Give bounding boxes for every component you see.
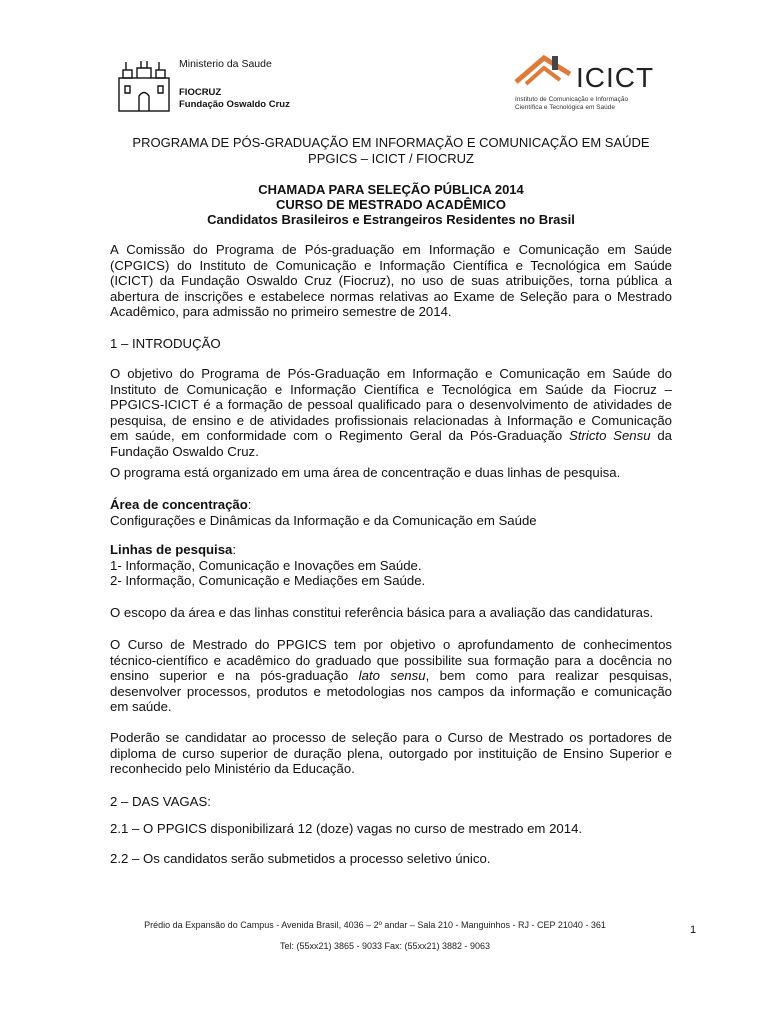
fiocruz-fullname: Fundação Oswaldo Cruz [179,99,290,110]
fiocruz-logo [117,54,317,120]
castle-icon [117,56,171,114]
concentration-area-colon: : [247,497,252,512]
concentration-area [110,497,672,528]
ministry-label: Ministerio da Saude [179,58,272,70]
call-title-line1: CHAMADA PARA SELEÇÃO PÚBLICA 2014 [258,182,524,197]
program-organization-text: O programa está organizado em uma área de concentração e duas linhas de pesquisa. [110,465,621,480]
fiocruz-acronym: FIOCRUZ [179,87,222,98]
concentration-area-value: Configurações e Dinâmicas da Informação e da Comunicação em Saúde [110,512,537,528]
page-number: 1 [690,924,697,936]
vacancies-item-2-2: 2.2 – Os candidatos serão submetidos a processo seletivo único. [110,851,491,866]
research-lines-label: Linhas de pesquisa [110,542,233,557]
objective-text: O objetivo do Programa de Pós-Graduação em Informação e Comunicação em Saúde do Instituto de Comunicação e Informação Científica e Tecnológica em Saúde da Fiocruz – PPGICS-ICICT é a formação de pessoal qualificado para o desenvolvimento de atividades de pesquisa, de ensino e de atividades profissionais relacionadas à Informação e Comunicação em saúde, em conformidade com o Regimento Geral da Pós-Graduação [110,366,672,444]
section2-heading: 2 – DAS VAGAS: [110,794,211,809]
call-title-line2: CURSO DE MESTRADO ACADÊMICO [276,197,506,212]
course-objective-text: O Curso de Mestrado do PPGICS tem por objetivo o aprofundamento de conhecimentos técnico-científico e acadêmico do graduado que possibilite sua formação para a docência no ensino superior e na pós-graduação [110,637,672,684]
program-title [110,135,672,166]
icict-logo [514,52,674,116]
icict-subtitle [515,96,628,111]
lato-sensu-term: lato sensu [358,668,426,684]
fiocruz-name [179,87,290,111]
research-line-item: 2- Informação, Comunicação e Mediações em Saúde. [110,573,426,589]
program-title-line1: PROGRAMA DE PÓS-GRADUAÇÃO EM INFORMAÇÃO E COMUNICAÇÃO EM SAÚDE [132,135,650,150]
objective-text-end: da Fundação Oswaldo Cruz. [110,428,672,459]
section1-heading: 1 – INTRODUÇÃO [110,336,221,351]
course-objective-text-end: , bem como para realizar pesquisas, desenvolver processos, produtos e metodologias nos campos da informação e comunicação em saúde. [110,668,672,715]
program-title-line2: PPGICS – ICICT / FIOCRUZ [308,150,474,166]
call-title [110,182,672,227]
objective-paragraph [110,366,672,460]
eligibility-paragraph: Poderão se candidatar ao processo de seleção para o Curso de Mestrado os portadores de diploma de curso superior de duração plena, outorgado por instituição de Ensino Superior e reconhecido pelo Ministério da Educação. [110,730,672,777]
icict-subtitle-line1: Instituto de Comunicação e Informação [515,96,629,103]
course-objective-paragraph [110,637,672,715]
stricto-sensu-term: Stricto Sensu [569,428,651,444]
footer-contact: Tel: (55xx21) 3865 - 9033 Fax: (55xx21) 3882 - 9063 [279,941,491,951]
research-lines-colon: : [232,542,237,557]
roof-icon [514,52,574,92]
intro-paragraph: A Comissão do Programa de Pós-graduação em Informação e Comunicação em Saúde (CPGICS) do Instituto de Comunicação e Informação Científica e Tecnológica em Saúde (ICICT) da Fundação Oswaldo Cruz (Fiocruz), no uso de suas atribuições, torna pública a abertura de inscrições e estabelece normas relativas ao Exame de Seleção para o Mestrado Acadêmico, para admissão no primeiro semestre de 2014. [110,242,672,320]
call-title-line3: Candidatos Brasileiros e Estrangeiros Residentes no Brasil [207,212,575,227]
icict-subtitle-line2: Científica e Tecnológica em Saúde [515,103,615,111]
vacancies-item-2-1: 2.1 – O PPGICS disponibilizará 12 (doze) vagas no curso de mestrado em 2014. [110,821,583,836]
research-lines [110,542,672,589]
research-line-item: 1- Informação, Comunicação e Inovações em Saúde. [110,557,422,573]
footer-address: Prédio da Expansão do Campus - Avenida Brasil, 4036 – 2º andar – Sala 210 - Manguinhos - RJ - CEP 21040 - 361 [144,920,606,930]
concentration-area-label: Área de concentração [110,497,248,512]
scope-paragraph: O escopo da área e das linhas constitui referência básica para a avaliação das candidaturas. [110,605,654,620]
icict-wordmark: ICICT [576,62,655,93]
